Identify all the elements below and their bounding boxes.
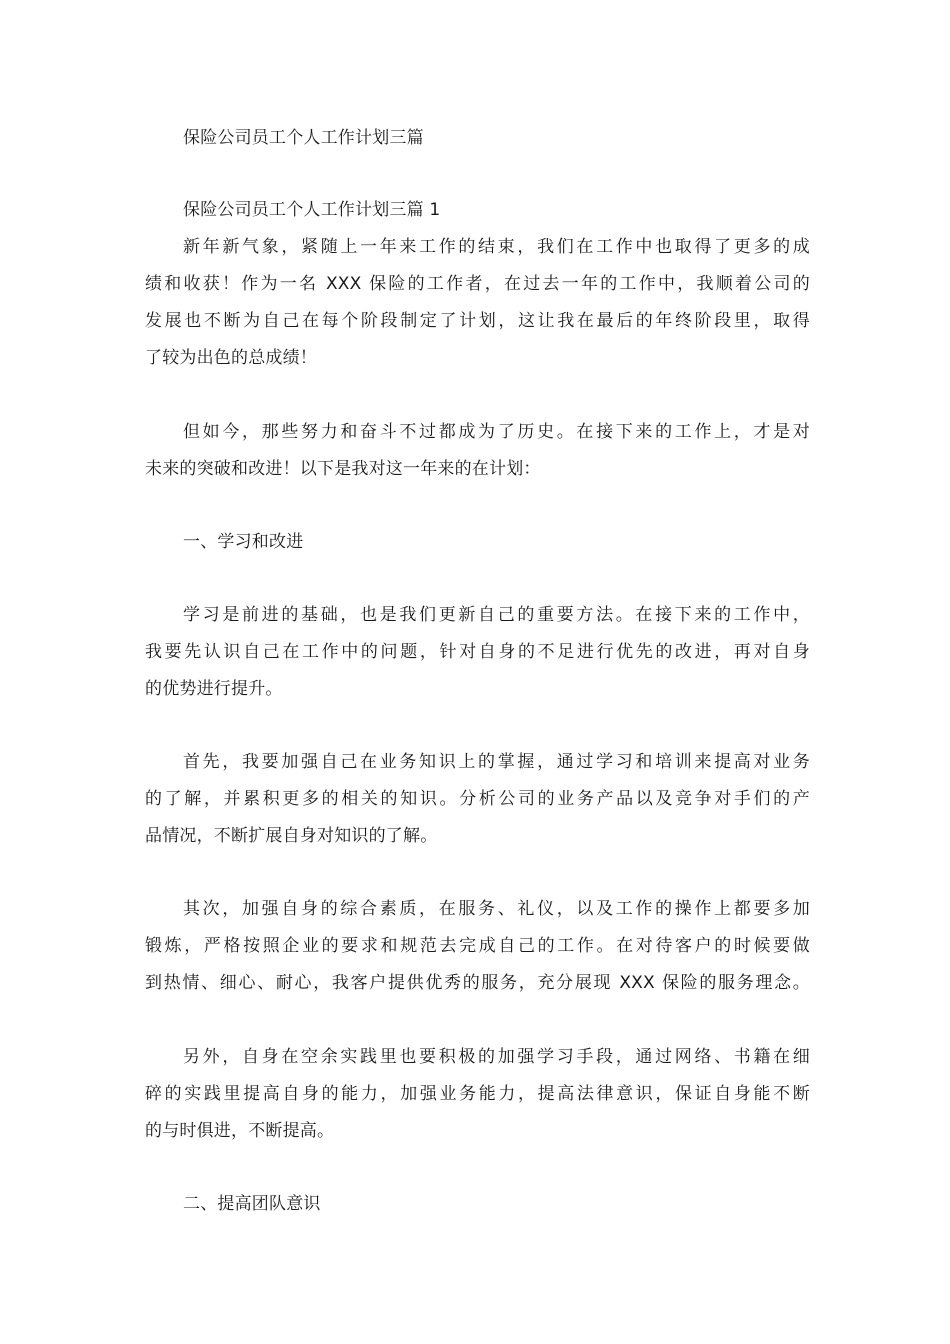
paragraph-line: 发展也不断为自己在每个阶段制定了计划，这让我在最后的年终阶段里，取得 bbox=[145, 311, 810, 331]
paragraph-line: 碎的实践里提高自身的能力，加强业务能力，提高法律意识，保证自身能不断 bbox=[145, 1084, 810, 1104]
paragraph-line: 首先，我要加强自己在业务知识上的掌握，通过学习和培训来提高对业务 bbox=[183, 752, 810, 772]
paragraph-line: 的与时俱进，不断提高。 bbox=[145, 1121, 335, 1141]
paragraph-line: 绩和收获！作为一名 XXX 保险的工作者，在过去一年的工作中，我顺着公司的 bbox=[145, 274, 810, 294]
section-heading: 二、提高团队意识 bbox=[183, 1194, 321, 1214]
paragraph-line: 的优势进行提升。 bbox=[145, 679, 283, 699]
paragraph-line: 未来的突破和改进！以下是我对这一年来的在计划： bbox=[145, 459, 541, 479]
paragraph-line: 到热情、细心、耐心，我客户提供优秀的服务，充分展现 XXX 保险的服务理念。 bbox=[145, 973, 810, 993]
paragraph-line: 其次，加强自身的综合素质，在服务、礼仪，以及工作的操作上都要多加 bbox=[183, 899, 810, 919]
paragraph-line: 新年新气象，紧随上一年来工作的结束，我们在工作中也取得了更多的成 bbox=[183, 237, 810, 257]
document-subtitle: 保险公司员工个人工作计划三篇 1 bbox=[183, 200, 441, 220]
paragraph-line: 的了解，并累积更多的相关的知识。分析公司的业务产品以及竞争对手们的产 bbox=[145, 789, 810, 809]
paragraph-line: 但如今，那些努力和奋斗不过都成为了历史。在接下来的工作上，才是对 bbox=[183, 422, 810, 442]
paragraph-line: 品情况，不断扩展自身对知识的了解。 bbox=[145, 826, 438, 846]
paragraph-line: 锻炼，严格按照企业的要求和规范去完成自己的工作。在对待客户的时候要做 bbox=[145, 936, 810, 956]
paragraph-line: 我要先认识自己在工作中的问题，针对自身的不足进行优先的改进，再对自身 bbox=[145, 642, 810, 662]
paragraph-line: 学习是前进的基础，也是我们更新自己的重要方法。在接下来的工作中， bbox=[183, 605, 810, 625]
paragraph-line: 了较为出色的总成绩！ bbox=[145, 348, 317, 368]
paragraph-line: 另外，自身在空余实践里也要积极的加强学习手段，通过网络、书籍在细 bbox=[183, 1047, 810, 1067]
section-heading: 一、学习和改进 bbox=[183, 532, 304, 552]
document-title: 保险公司员工个人工作计划三篇 bbox=[183, 128, 424, 148]
